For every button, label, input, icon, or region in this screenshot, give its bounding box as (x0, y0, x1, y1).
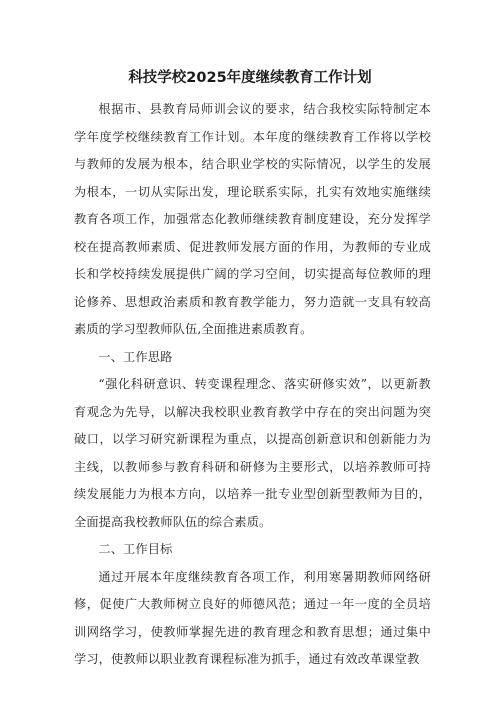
document-body (74, 96, 431, 674)
document-title: 科技学校2025年度继续教育工作计划 (128, 70, 372, 86)
work-ideas-paragraph: “强化科研意识、转变课程理念、落实研修实效”，以更新教育观念为先导，以解决我校职业教育教学中存在的突出问题为突破口，以学习研究新课程为重点，以提高创新意识和创新能力为主线，以教师参与教育科研和研修为主要形式，以培养教师可持续发展能力为根本方向，以培养一批专业型创新型教师为目的，全面提高我校教师队伍的综合素质。 (74, 377, 431, 529)
intro-paragraph: 根据市、县教育局师训会议的要求，结合我校实际特制定本学年度学校继续教育工作计划。本年度的继续教育工作将以学校与教师的发展为根本，结合职业学校的实际情况，以学生的发展为根本，一切从实际出发，理论联系实际，扎实有效地实施继续教育各项工作，加强常态化教师继续教育制度建设，充分发挥学校在提高教师素质、促进教师发展方面的作用，为教师的专业成长和学校持续发展提供广阔的学习空间，切实提高每位教师的理论修养、思想政治素质和教育教学能力，努力造就一支具有较高素质的学习型教师队伍,全面推进素质教育。 (74, 102, 431, 336)
section-heading-work-goals: 二、工作目标 (98, 542, 173, 556)
section-heading-work-ideas: 一、工作思路 (98, 349, 173, 364)
work-goals-paragraph: 通过开展本年度继续教育各项工作，利用寒暑期教师网络研修，促使广大教师树立良好的师德风范；通过一年一度的全员培训网络学习，使教师掌握先进的教育理念和教育思想；通过集中学习，使教师以职业教育课程标准为抓手，通过有效改革课堂教 (74, 569, 431, 666)
